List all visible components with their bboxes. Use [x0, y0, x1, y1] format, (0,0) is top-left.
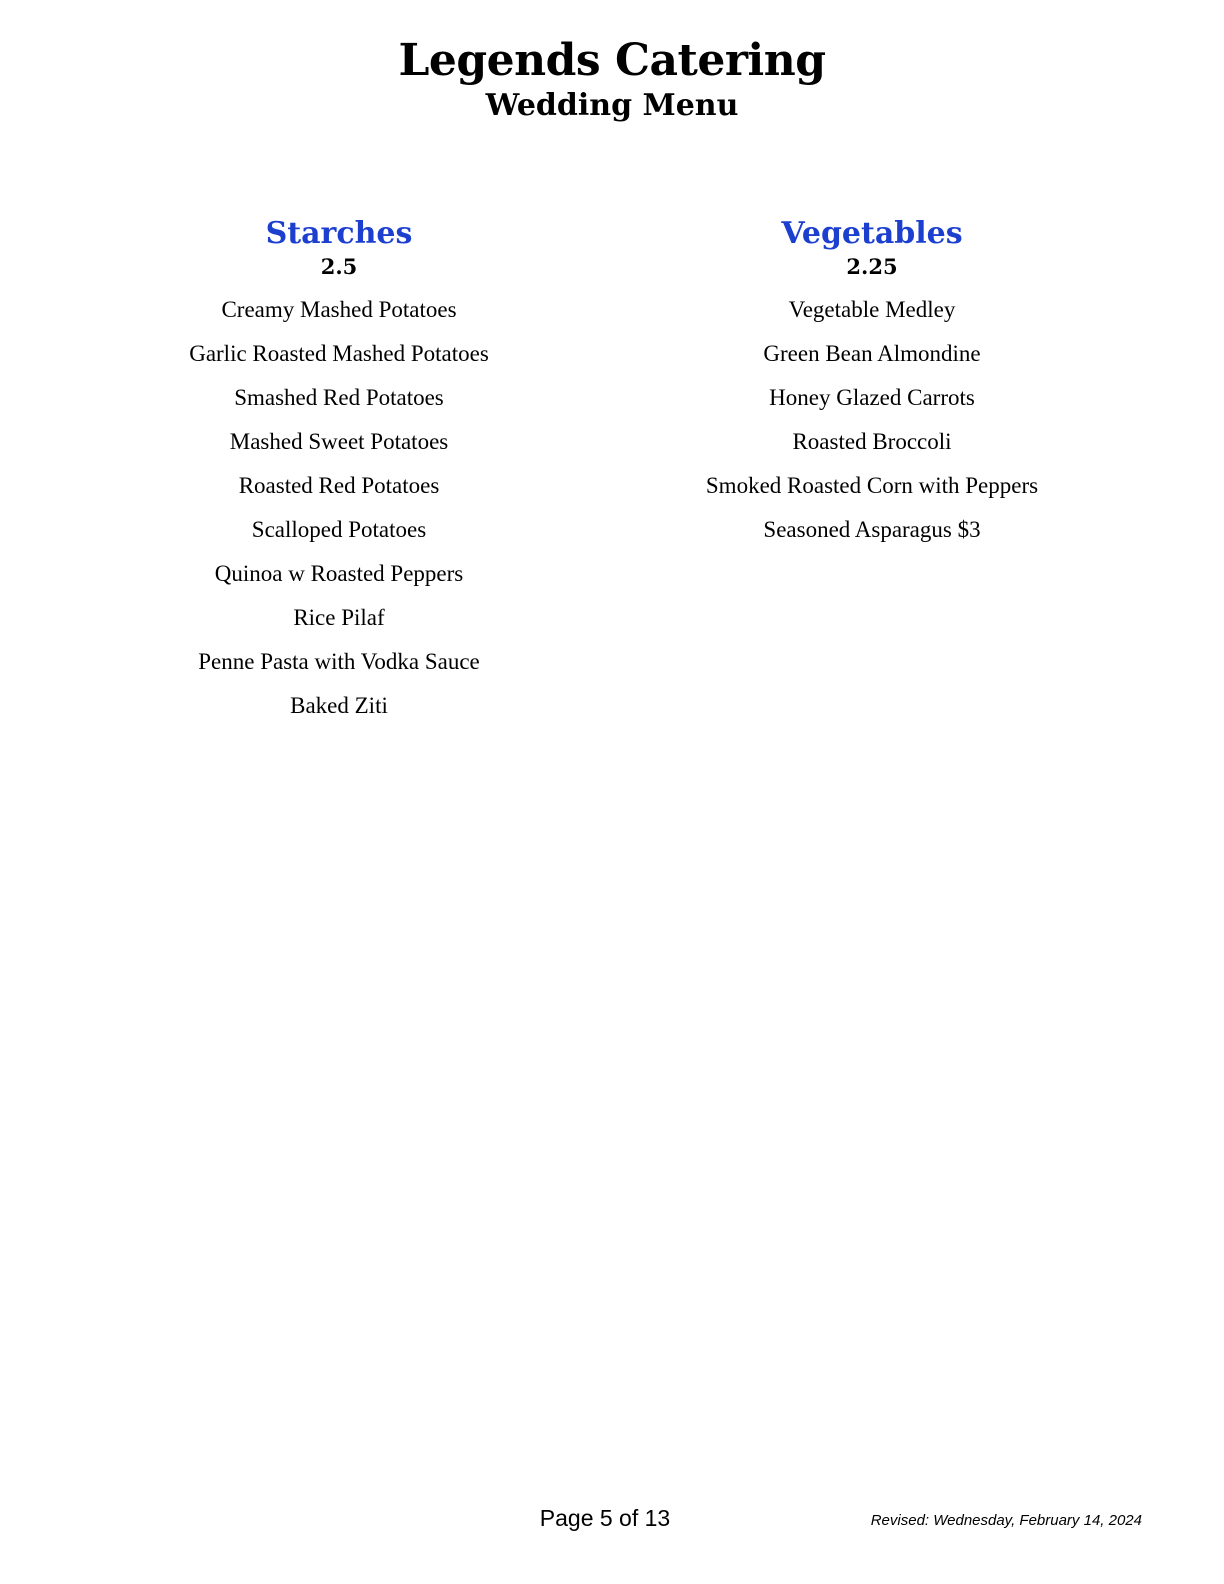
list-item: Creamy Mashed Potatoes	[221, 297, 457, 322]
list-item: Vegetable Medley	[788, 297, 956, 322]
list-item: Seasoned Asparagus $3	[763, 517, 981, 542]
list-item: Smashed Red Potatoes	[234, 385, 444, 410]
revised-date: Revised: Wednesday, February 14, 2024	[870, 1512, 1142, 1529]
section-title-starches: Starches	[265, 216, 413, 251]
page-title: Legends Catering	[398, 35, 826, 86]
list-item: Quinoa w Roasted Peppers	[214, 561, 464, 586]
section-price-starches: 2.5	[320, 254, 358, 279]
list-item: Rice Pilaf	[293, 605, 385, 630]
list-item: Green Bean Almondine	[763, 341, 981, 366]
page-subtitle: Wedding Menu	[485, 88, 739, 123]
list-item: Scalloped Potatoes	[251, 517, 427, 542]
section-starches	[139, 216, 539, 728]
list-item: Penne Pasta with Vodka Sauce	[198, 649, 480, 674]
section-title-vegetables: Vegetables	[781, 216, 963, 251]
section-vegetables	[672, 216, 1072, 552]
list-item: Mashed Sweet Potatoes	[229, 429, 449, 454]
page-header	[0, 34, 1224, 124]
list-item: Smoked Roasted Corn with Peppers	[705, 473, 1039, 498]
vegetables-list	[672, 288, 1072, 552]
section-price-vegetables: 2.25	[846, 254, 898, 279]
list-item: Garlic Roasted Mashed Potatoes	[189, 341, 489, 366]
starches-list	[139, 288, 539, 728]
list-item: Roasted Broccoli	[792, 429, 952, 454]
page-number: Page 5 of 13	[539, 1505, 671, 1531]
list-item: Roasted Red Potatoes	[238, 473, 440, 498]
list-item: Baked Ziti	[290, 693, 388, 718]
list-item: Honey Glazed Carrots	[769, 385, 975, 410]
